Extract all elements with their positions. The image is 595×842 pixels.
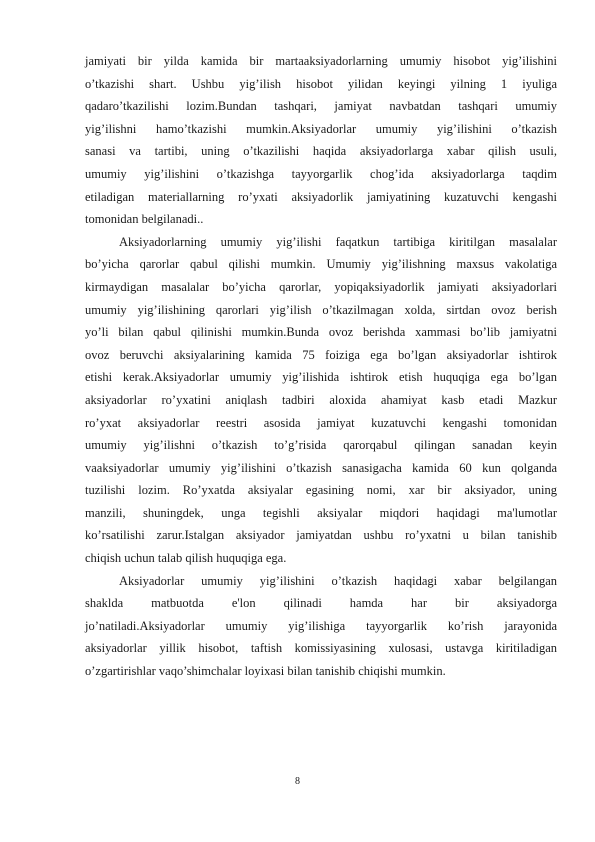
text-line: sanasi va tartibi, uning o’tkazilishi haqida aksiyadorlarga xabar qilish usuli, — [85, 144, 557, 159]
text-line: tuzilishi lozim. Ro’yxatda aksiyalar egasining nomi, xar bir aksiyador, uning — [85, 483, 557, 498]
text-line: umumiy yig’ilishini o’tkazishga tayyorgarlik chog’ida aksiyadorlarga taqdim — [85, 166, 557, 181]
text-line: vaaksiyadorlar umumiy yig’ilishini o’tkazish sanasigacha kamida 60 kun qolganda — [85, 460, 557, 475]
text-line: chiqish uchun talab qilish huquqiga ega. — [85, 551, 287, 566]
text-line: jo’natiladi.Aksiyadorlar umumiy yig’ilishiga tayyorgarlik ko’rish jarayonida — [85, 618, 557, 633]
text-line: aksiyadorlar ro’yxatini aniqlash tadbiri aloxida ahamiyat kasb etadi Mazkur — [85, 392, 557, 407]
text-line: ovoz beruvchi aksiyalarining kamida 75 foiziga ega bo’lgan aksiyadorlar ishtirok — [85, 347, 557, 362]
text-line: yig’ilishni hamo’tkazishi mumkin.Aksiyadorlar umumiy yig’ilishini o’tkazish — [85, 121, 557, 136]
text-line: etiladigan materiallarning ro’yxati aksiyadorlik jamiyatining kuzatuvchi kengashi — [85, 189, 557, 204]
text-line: o’zgartirishlar vaqo’shimchalar loyixasi bilan tanishib chiqishi mumkin. — [85, 664, 446, 679]
body-text — [85, 50, 557, 683]
text-line: aksiyadorlar yillik hisobot, taftish komissiyasining xulosasi, ustavga kiritiladigan — [85, 641, 557, 656]
text-line: Aksiyadorlarning umumiy yig’ilishi faqatkun tartibiga kiritilgan masalalar — [119, 234, 557, 249]
text-line: jamiyati bir yilda kamida bir martaaksiyadorlarning umumiy hisobot yig’ilishini — [85, 54, 557, 68]
text-line: qadaro’tkazilishi lozim.Bundan tashqari, jamiyat navbatdan tashqari umumiy — [85, 99, 557, 114]
paragraph — [85, 570, 557, 683]
text-line: Aksiyadorlar umumiy yig’ilishini o’tkazish haqidagi xabar belgilangan — [119, 573, 557, 588]
text-line: umumiy yig’ilishining qarorlari yig’ilish o’tkazilmagan xolda, sirtdan ovoz berish — [85, 302, 557, 317]
text-line: ko’rsatilishi zarur.Istalgan aksiyador jamiyatdan ushbu ro’yxatni u bilan tanishib — [85, 528, 557, 543]
text-line: manzili, shuningdek, unga tegishli aksiyalar miqdori haqidagi ma'lumotlar — [85, 505, 557, 520]
text-line: kirmaydigan masalalar bo’yicha qarorlar, yopiqaksiyadorlik jamiyati aksiyadorlari — [85, 279, 557, 294]
text-line: ro’yxat aksiyadorlar reestri asosida jamiyat kuzatuvchi kengashi tomonidan — [85, 415, 557, 430]
paragraph — [85, 50, 557, 231]
text-line: umumiy yig’ilishni o’tkazish to’g’risida qarorqabul qilingan sanadan keyin — [85, 438, 557, 453]
text-line: tomonidan belgilanadi.. — [85, 212, 204, 227]
text-line: o’tkazishi shart. Ushbu yig’ilish hisobot yilidan keyingi yilning 1 iyuliga — [85, 76, 557, 91]
page-number: 8 — [295, 776, 300, 787]
text-line: yo’li bilan qabul qilinishi mumkin.Bunda ovoz berishda xammasi bo’lib jamiyatni — [85, 325, 557, 340]
paragraph — [85, 231, 557, 570]
text-line: bo’yicha qarorlar qabul qilishi mumkin. Umumiy yig’ilishning maxsus vakolatiga — [85, 257, 557, 272]
text-line: shaklda matbuotda e'lon qilinadi hamda har bir aksiyadorga — [85, 596, 557, 611]
text-line: etishi kerak.Aksiyadorlar umumiy yig’ilishida ishtirok etish huquqiga ega bo’lgan — [85, 370, 557, 385]
